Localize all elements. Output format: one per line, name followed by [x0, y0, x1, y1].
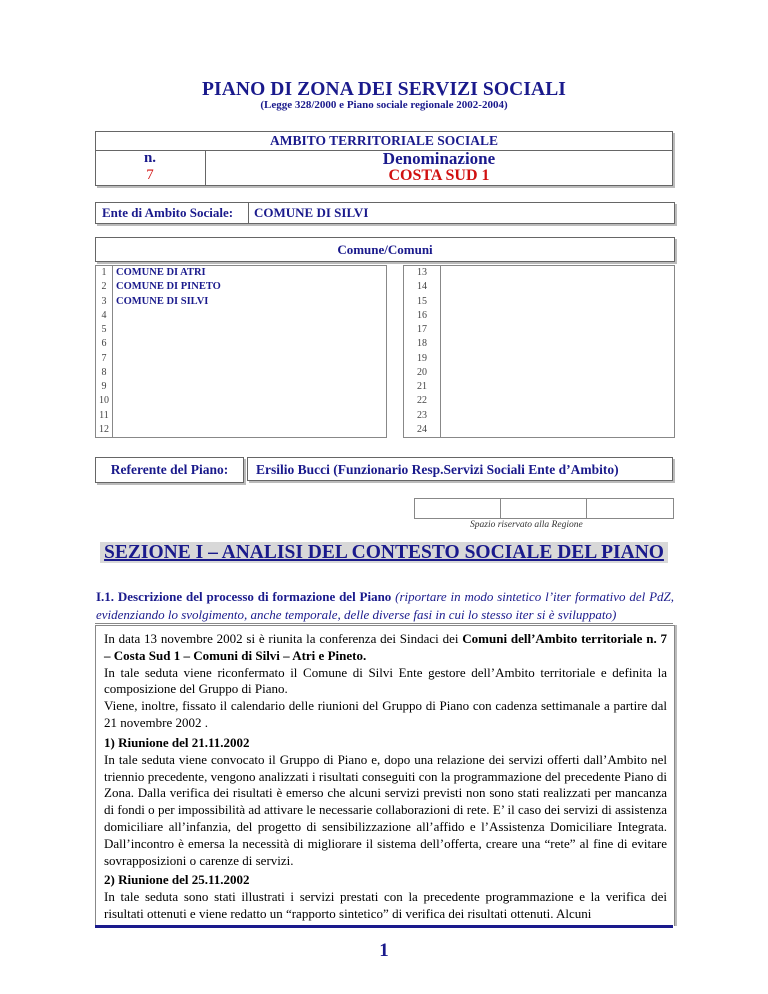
comune-row [404, 409, 674, 422]
comune-row [404, 366, 674, 379]
comune-row [96, 409, 386, 422]
comune-number: 21 [417, 381, 427, 392]
comune-row [96, 323, 386, 336]
referente-label: Referente del Piano: [95, 457, 244, 483]
ente-label: Ente di Ambito Sociale: [102, 205, 234, 220]
riunione-1-text: In tale seduta viene convocato il Gruppo di Piano e, dopo una relazione dei servizi offerti dall’Ambito nel triennio precedente, vengono analizzati i risultati conseguiti con la programmazione del precedente Piano di Zona. Dalla verifica dei risultati è emerso che alcuni servizi previsti non sono stati realizzati per mancanza di fondi o per impossibilità ad attivare le necessarie collaborazioni di rete. E’ il caso dei servizi di assistenza domiciliare all’infanzia, del progetto di sensibilizzazione all’affido e l’Assistenza Domiciliare Integrata. Dall’incontro è emersa la necessità di migliorare il sistema dell’offerta, creare una “rete” al fine di evitare sovrapposizioni o carenze di servizi. [104, 751, 667, 868]
comune-number: 24 [417, 423, 427, 435]
riunione-1-heading: 1) Riunione del 21.11.2002 [104, 735, 250, 750]
paragraph-intro-c: In tale seduta viene riconfermato il Comune di Silvi Ente gestore dell’Ambito territoriale e definita la composizione del Gruppo di Piano. [104, 664, 667, 697]
comune-number: 14 [417, 281, 427, 293]
section-title-text: SEZIONE I – ANALISI DEL CONTESTO SOCIALE DEL PIANO [100, 542, 668, 563]
comune-row [96, 352, 386, 365]
comune-row [404, 380, 674, 393]
comune-number: 20 [417, 366, 427, 378]
comune-number: 12 [99, 423, 109, 435]
comune-row [404, 323, 674, 336]
comune-number: 5 [101, 324, 107, 335]
comune-number: 13 [417, 267, 427, 278]
comune-row [96, 423, 386, 436]
comuni-list-right [403, 265, 675, 438]
comune-number: 1 [101, 267, 107, 278]
paragraph-intro [104, 631, 667, 732]
ambito-number-value: 7 [146, 167, 154, 183]
comune-row [96, 337, 386, 350]
comune-row [404, 423, 674, 436]
comune-row [96, 380, 386, 393]
regione-caption: Spazio riservato alla Regione [470, 520, 583, 530]
comune-number: 9 [101, 381, 107, 392]
document-title: PIANO DI ZONA DEI SERVIZI SOCIALI [202, 79, 566, 100]
comune-number: 11 [99, 409, 109, 421]
comune-number: 8 [101, 366, 107, 378]
comune-name: COMUNE DI SILVI [116, 295, 209, 307]
comune-number: 22 [417, 395, 427, 407]
comune-row [404, 309, 674, 322]
paragraph-riunione-1 [104, 735, 667, 869]
comuni-header: Comune/Comuni [95, 237, 675, 262]
comune-number: 18 [417, 338, 427, 350]
comune-name: COMUNE DI ATRI [116, 267, 206, 278]
comune-name: COMUNE DI PINETO [116, 281, 221, 293]
ente-value: COMUNE DI SILVI [254, 205, 369, 220]
comune-row [96, 295, 386, 308]
comune-number: 4 [101, 309, 107, 321]
comune-number: 3 [101, 295, 107, 307]
ambito-header: AMBITO TERRITORIALE SOCIALE [95, 131, 673, 151]
comune-row [404, 352, 674, 365]
comune-row [96, 280, 386, 293]
comune-number: 15 [417, 295, 427, 307]
comune-number: 10 [99, 395, 109, 407]
ambito-denomination-value: COSTA SUD 1 [388, 167, 490, 184]
section-description-note: (riportare in modo sintetico l’iter formativo del PdZ, evidenziando lo svolgimento, anche temporale, delle diverse fasi in cui lo stesso iter si è sviluppato) [96, 589, 674, 622]
section-title [0, 542, 768, 564]
ambito-number-label: n. [143, 150, 157, 166]
comune-row [96, 266, 386, 279]
comune-row [96, 394, 386, 407]
comune-row [96, 309, 386, 322]
section-description [96, 588, 674, 623]
riunione-2-text: In tale seduta sono stati illustrati i servizi prestati con la precedente programmazione e la verifica dei risultati ottenuti e viene redatto un “rapporto sintetico” di verifica dei risultati ottenuti. Alcuni [104, 888, 667, 921]
ente-row [95, 202, 675, 224]
riunione-2-heading: 2) Riunione del 25.11.2002 [104, 872, 250, 887]
paragraph-intro-d: Viene, inoltre, fissato il calendario delle riunioni del Gruppo di Piano con cadenza settimanale a partire dal 21 novembre 2002 . [104, 698, 667, 730]
section-description-heading: I.1. Descrizione del processo di formazione del Piano [96, 589, 392, 604]
comune-number: 16 [417, 309, 427, 321]
comune-number: 2 [101, 281, 107, 293]
page-number: 1 [379, 940, 389, 961]
paragraph-intro-a: In data 13 novembre 2002 si è riunita la conferenza dei Sindaci dei [104, 631, 463, 646]
comune-row [404, 337, 674, 350]
comune-number: 7 [101, 352, 107, 364]
comuni-list-left [95, 265, 387, 438]
paragraph-riunione-2 [104, 872, 667, 922]
ambito-denomination-label: Denominazione [382, 149, 496, 168]
comune-number: 17 [417, 324, 427, 335]
comune-number: 6 [101, 338, 107, 350]
referente-value: Ersilio Bucci (Funzionario Resp.Servizi Sociali Ente d’Ambito) [247, 457, 673, 481]
comune-row [96, 366, 386, 379]
comune-row [404, 295, 674, 308]
comune-row [404, 266, 674, 279]
regione-reserved-box [414, 498, 674, 519]
document-subtitle: (Legge 328/2000 e Piano sociale regionale 2002-2004) [260, 99, 508, 111]
comune-row [404, 394, 674, 407]
comune-row [404, 280, 674, 293]
comune-number: 23 [417, 409, 427, 421]
ambito-table [95, 131, 673, 186]
paragraph-intro-b: Comuni dell’Ambito territoriale n. 7 – Costa Sud 1 – Comuni di Silvi – Atri e Pineto. [104, 631, 667, 663]
comune-number: 19 [417, 352, 427, 364]
